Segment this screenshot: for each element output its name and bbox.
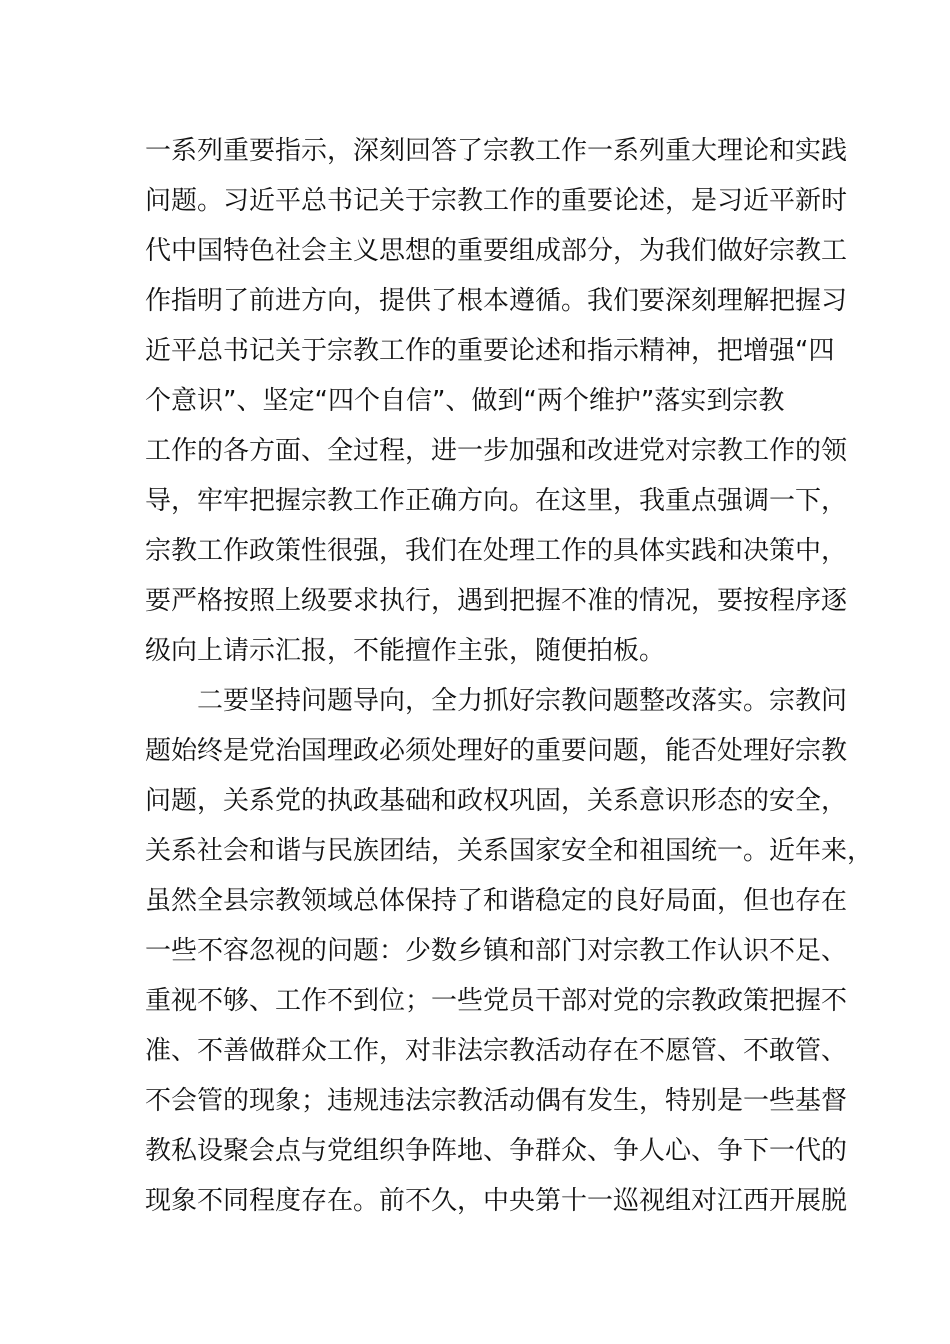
text-line: 作指明了前进方向，提供了根本遵循。我们要深刻理解把握习 xyxy=(145,286,848,316)
text-line: 导，牢牢把握宗教工作正确方向。在这里，我重点强调一下， xyxy=(145,486,848,516)
text-line: 教私设聚会点与党组织争阵地、争群众、争人心、争下一代的 xyxy=(145,1136,848,1166)
text-line: 一些不容忽视的问题：少数乡镇和部门对宗教工作认识不足、 xyxy=(145,936,848,966)
paragraph-2 xyxy=(145,676,874,1226)
text-line: 二要坚持问题导向，全力抓好宗教问题整改落实。宗教问 xyxy=(197,686,848,716)
text-line: 近平总书记关于宗教工作的重要论述和指示精神，把增强“四 xyxy=(145,336,835,366)
text-line: 一系列重要指示，深刻回答了宗教工作一系列重大理论和实践 xyxy=(145,136,848,166)
text-line: 问题。习近平总书记关于宗教工作的重要论述，是习近平新时 xyxy=(145,186,848,216)
text-line: 关系社会和谐与民族团结，关系国家安全和祖国统一。近年来， xyxy=(145,836,874,866)
text-line: 重视不够、工作不到位；一些党员干部对党的宗教政策把握不 xyxy=(145,986,848,1016)
text-line: 级向上请示汇报，不能擅作主张，随便拍板。 xyxy=(145,636,666,666)
text-line: 个意识”、坚定“四个自信”、做到“两个维护”落实到宗教 xyxy=(145,386,785,416)
text-line: 题始终是党治国理政必须处理好的重要问题，能否处理好宗教 xyxy=(145,736,848,766)
text-line: 代中国特色社会主义思想的重要组成部分，为我们做好宗教工 xyxy=(145,236,848,266)
paragraph-1 xyxy=(145,126,848,676)
text-line: 现象不同程度存在。前不久，中央第十一巡视组对江西开展脱 xyxy=(145,1186,848,1216)
text-line: 要严格按照上级要求执行，遇到把握不准的情况，要按程序逐 xyxy=(145,586,848,616)
body-text xyxy=(145,126,874,1226)
text-line: 问题，关系党的执政基础和政权巩固，关系意识形态的安全， xyxy=(145,786,848,816)
text-line: 工作的各方面、全过程，进一步加强和改进党对宗教工作的领 xyxy=(145,436,848,466)
text-line: 不会管的现象；违规违法宗教活动偶有发生，特别是一些基督 xyxy=(145,1086,848,1116)
text-line: 宗教工作政策性很强，我们在处理工作的具体实践和决策中， xyxy=(145,536,848,566)
text-line: 准、不善做群众工作，对非法宗教活动存在不愿管、不敢管、 xyxy=(145,1036,848,1066)
text-line: 虽然全县宗教领域总体保持了和谐稳定的良好局面，但也存在 xyxy=(145,886,848,916)
